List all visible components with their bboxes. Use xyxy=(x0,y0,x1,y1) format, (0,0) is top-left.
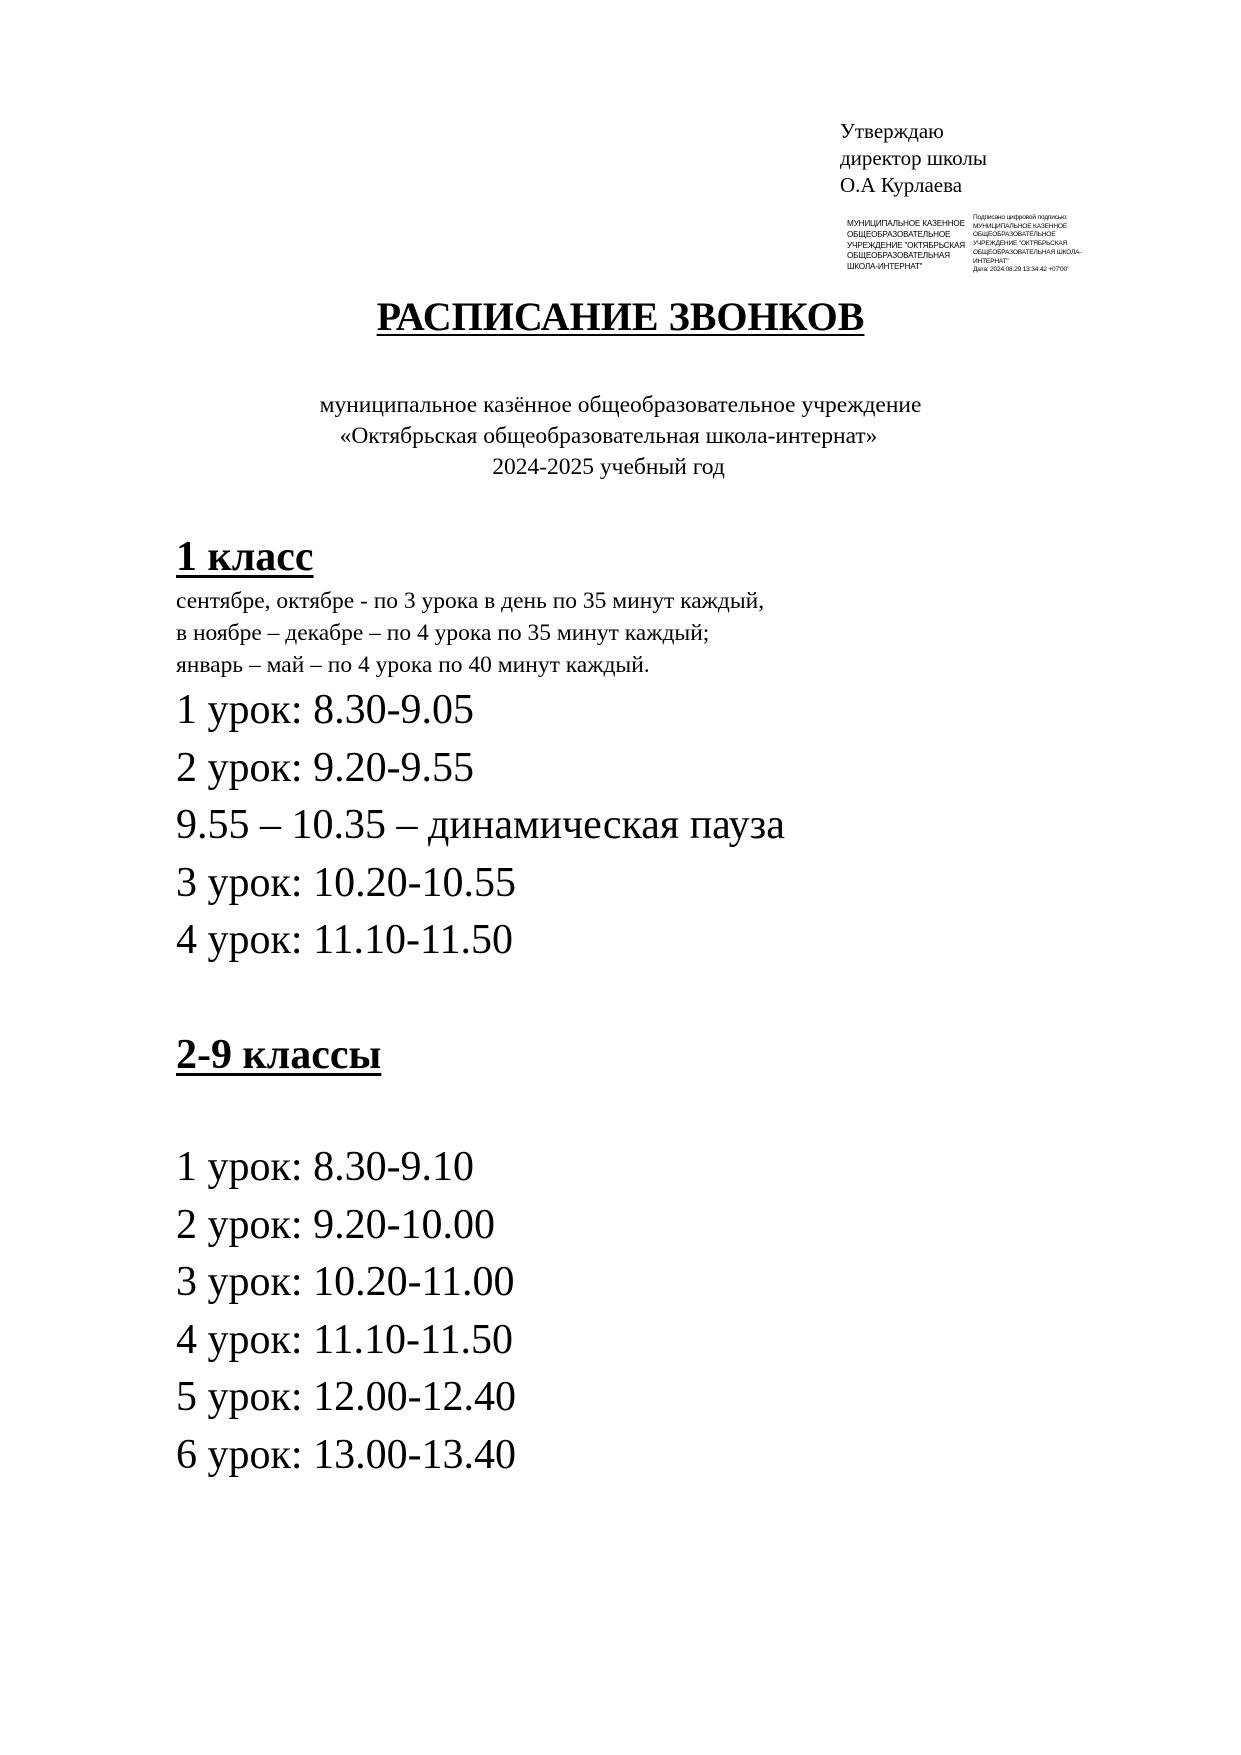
schedule-row: 6 урок: 13.00-13.40 xyxy=(176,1431,517,1478)
schedule-row: 3 урок: 10.20-10.55 xyxy=(176,859,517,906)
grade1-note: сентябре, октябре - по 3 урока в день по 35 минут каждый, xyxy=(176,588,765,614)
digital-signature-stamp xyxy=(847,215,1097,285)
signature-left-line: МУНИЦИПАЛЬНОЕ КАЗЕННОЕ xyxy=(847,219,965,228)
schedule-row: 1 урок: 8.30-9.05 xyxy=(176,687,475,733)
schedule-row: 4 урок: 11.10-11.50 xyxy=(176,1316,513,1363)
schedule-row: 2 урок: 9.20-9.55 xyxy=(176,744,475,791)
grade1-heading-text: 1 класс xyxy=(176,534,314,580)
signature-left-line: ШКОЛА-ИНТЕРНАТ" xyxy=(847,262,923,272)
signature-right-line: Подписано цифровой подписью: xyxy=(973,214,1068,221)
grades2to9-heading-text: 2-9 классы xyxy=(176,1032,382,1078)
signature-date: Дата: 2024.08.29 13:34:42 +07'00' xyxy=(973,266,1069,274)
signature-signer-name xyxy=(847,219,977,273)
signature-left-line: УЧРЕЖДЕНИЕ "ОКТЯБРЬСКАЯ xyxy=(847,240,965,250)
approval-name: О.А Курлаева xyxy=(840,173,963,197)
institution-name: «Октябрьская общеобразовательная школа-интернат» xyxy=(339,423,878,449)
grade1-heading xyxy=(176,532,314,582)
grade1-schedule xyxy=(176,682,785,970)
academic-year: 2024-2025 учебный год xyxy=(492,454,725,480)
document-title xyxy=(0,293,1241,341)
institution-block xyxy=(0,390,1241,483)
institution-type: муниципальное казённое общеобразовательное учреждение xyxy=(319,392,922,418)
approval-position: директор школы xyxy=(840,146,987,170)
schedule-row: 3 урок: 10.20-11.00 xyxy=(176,1259,515,1305)
grade1-notes xyxy=(176,585,764,681)
signature-right-line: ИНТЕРНАТ" xyxy=(973,257,1009,265)
document-title-text: РАСПИСАНИЕ ЗВОНКОВ xyxy=(376,294,865,339)
signature-details xyxy=(973,214,1103,275)
schedule-row: 1 урок: 8.30-9.10 xyxy=(176,1144,475,1190)
signature-right-line: ОБЩЕОБРАЗОВАТЕЛЬНОЕ xyxy=(973,231,1056,239)
grade1-note: в ноябре – декабре – по 4 урока по 35 минут каждый; xyxy=(176,620,710,646)
signature-left-line: ОБЩЕОБРАЗОВАТЕЛЬНОЕ xyxy=(847,229,951,239)
grades2to9-schedule xyxy=(176,1139,516,1484)
schedule-row: 5 урок: 12.00-12.40 xyxy=(176,1374,517,1420)
approval-line: Утверждаю xyxy=(840,119,944,143)
approval-block xyxy=(840,118,987,199)
schedule-row-pause: 9.55 – 10.35 – динамическая пауза xyxy=(176,802,785,848)
signature-right-line: УЧРЕЖДЕНИЕ "ОКТЯБРЬСКАЯ xyxy=(973,240,1068,248)
grade1-note: январь – май – по 4 урока по 40 минут каждый. xyxy=(176,652,650,678)
signature-right-line: МУНИЦИПАЛЬНОЕ КАЗЕННОЕ xyxy=(973,222,1068,230)
signature-left-line: ОБЩЕОБРАЗОВАТЕЛЬНАЯ xyxy=(847,251,950,261)
schedule-row: 4 урок: 11.10-11.50 xyxy=(176,917,513,963)
schedule-row: 2 урок: 9.20-10.00 xyxy=(176,1201,496,1248)
signature-right-line: ОБЩЕОБРАЗОВАТЕЛЬНАЯ ШКОЛА- xyxy=(973,248,1082,256)
grades2to9-heading xyxy=(176,1030,381,1080)
